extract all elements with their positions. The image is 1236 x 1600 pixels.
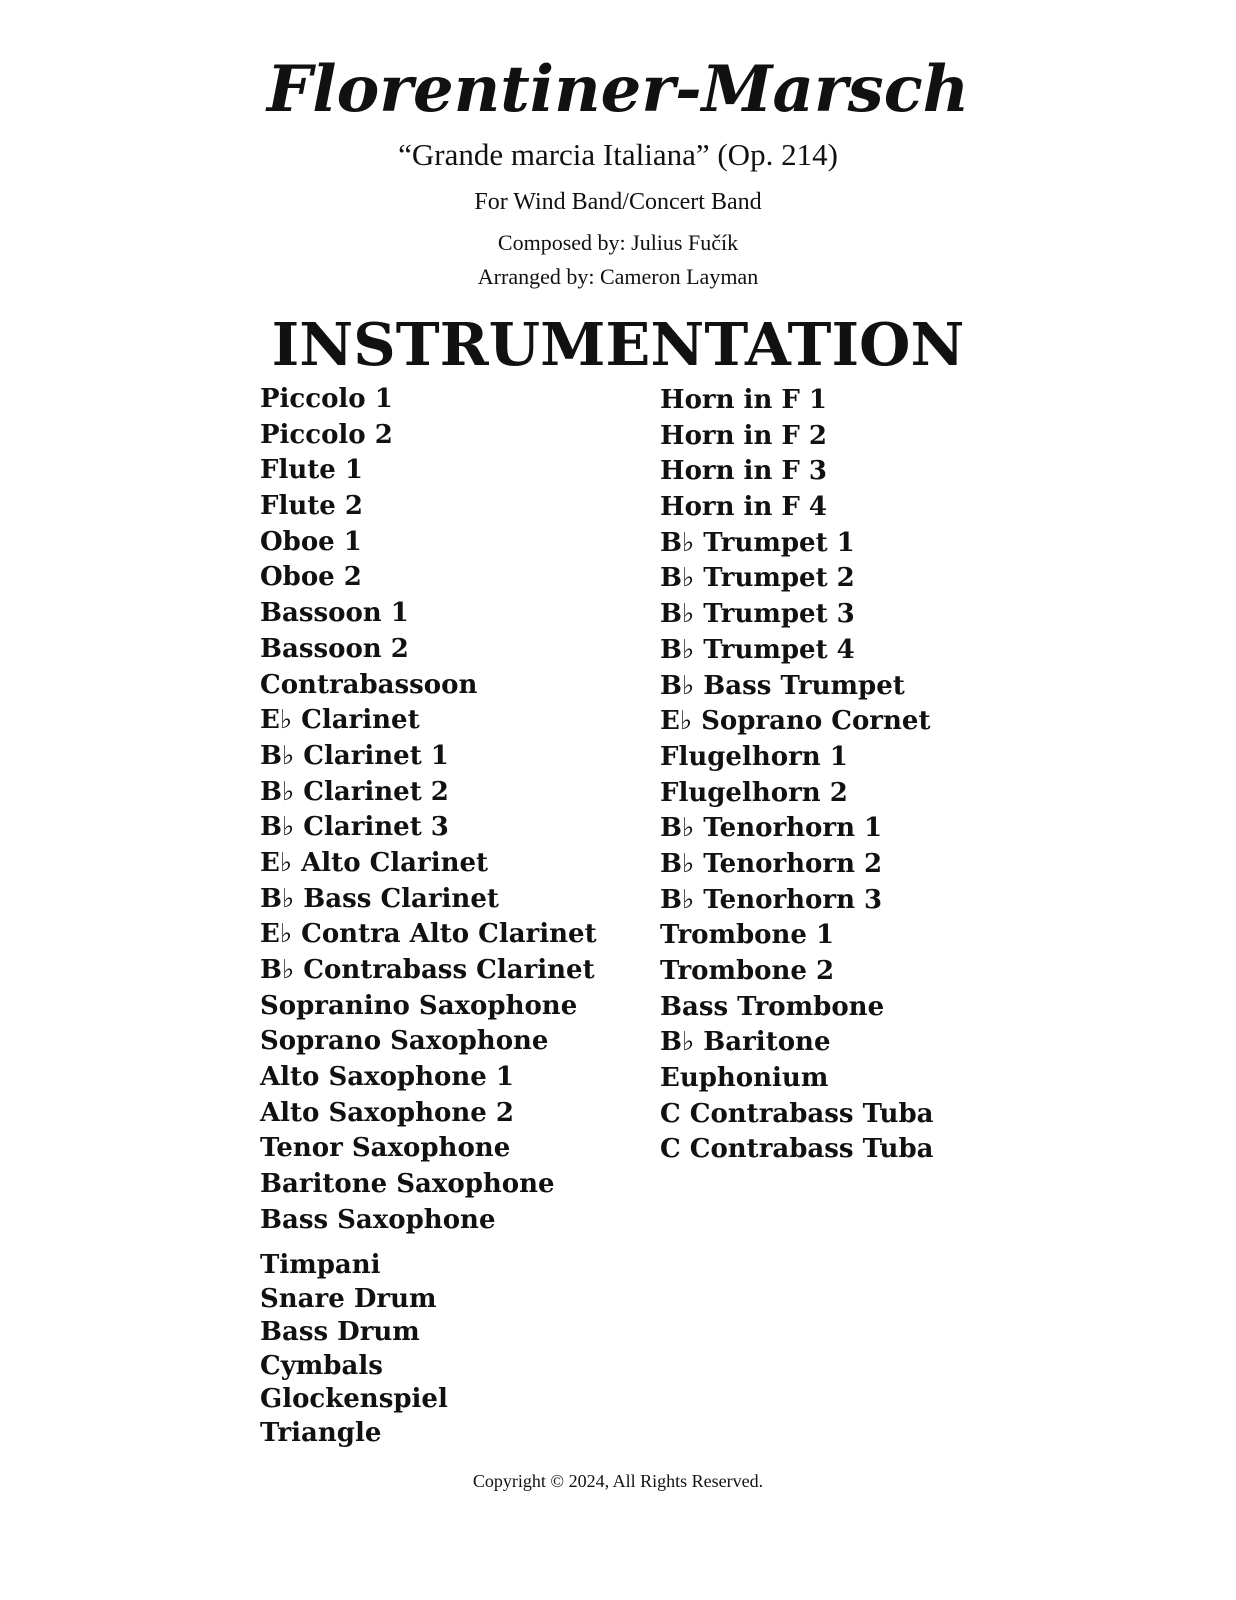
instrument-item: Alto Saxophone 2 bbox=[260, 1097, 514, 1128]
instrument-item: B♭ Tenorhorn 2 bbox=[660, 848, 883, 879]
instrument-item: Horn in F 2 bbox=[660, 420, 827, 451]
instrument-item: C Contrabass Tuba bbox=[660, 1134, 934, 1165]
instrument-item: Bass Drum bbox=[260, 1317, 420, 1348]
ensemble-line: For Wind Band/Concert Band bbox=[474, 189, 762, 215]
instrument-item: Snare Drum bbox=[260, 1283, 437, 1314]
instrument-item: Cymbals bbox=[260, 1350, 383, 1381]
instrument-item: Trombone 1 bbox=[660, 920, 835, 951]
instrument-item: E♭ Alto Clarinet bbox=[260, 847, 489, 878]
instrument-item: E♭ Clarinet bbox=[260, 705, 420, 736]
instrument-item: Flute 2 bbox=[260, 491, 363, 522]
instrument-item: B♭ Tenorhorn 1 bbox=[660, 813, 883, 844]
instrument-list-left bbox=[260, 382, 597, 1239]
instrument-item: B♭ Trumpet 3 bbox=[660, 599, 855, 630]
instrument-item: Bass Trombone bbox=[660, 991, 885, 1022]
instrument-item: E♭ Soprano Cornet bbox=[660, 706, 931, 737]
instrument-item: B♭ Tenorhorn 3 bbox=[660, 884, 883, 915]
instrument-item: B♭ Clarinet 3 bbox=[260, 812, 449, 843]
instrument-item: E♭ Contra Alto Clarinet bbox=[260, 919, 597, 950]
instrument-item: Timpani bbox=[260, 1250, 381, 1280]
instrument-item: Glockenspiel bbox=[260, 1384, 448, 1415]
instrument-item: Bass Saxophone bbox=[260, 1204, 496, 1235]
subtitle: “Grande marcia Italiana” (Op. 214) bbox=[398, 137, 838, 172]
instrument-item: Piccolo 2 bbox=[260, 419, 393, 450]
instrument-item: B♭ Trumpet 2 bbox=[660, 563, 855, 594]
instrument-item: B♭ Clarinet 2 bbox=[260, 776, 449, 807]
instrument-item: Oboe 2 bbox=[260, 562, 362, 593]
instrument-item: Bassoon 1 bbox=[260, 598, 409, 629]
instrument-item: B♭ Bass Clarinet bbox=[260, 883, 499, 914]
instrument-item: Horn in F 1 bbox=[660, 385, 827, 415]
instrument-item: Euphonium bbox=[660, 1063, 829, 1094]
instrument-item: Baritone Saxophone bbox=[260, 1169, 555, 1200]
instrument-item: B♭ Contrabass Clarinet bbox=[260, 955, 595, 985]
instrument-item: Tenor Saxophone bbox=[260, 1133, 511, 1164]
instrument-item: Trombone 2 bbox=[660, 956, 835, 986]
page-title: Florentiner-Marsch bbox=[266, 52, 970, 127]
instrument-item: Bassoon 2 bbox=[260, 633, 409, 664]
instrument-item: C Contrabass Tuba bbox=[660, 1098, 934, 1129]
instrument-item: B♭ Bass Trumpet bbox=[660, 670, 905, 701]
instrument-item: Oboe 1 bbox=[260, 526, 362, 557]
instrument-item: B♭ Baritone bbox=[660, 1027, 831, 1058]
instrument-item: B♭ Trumpet 4 bbox=[660, 634, 855, 665]
instrument-item: Horn in F 4 bbox=[660, 492, 827, 523]
instrument-item: B♭ Trumpet 1 bbox=[660, 527, 855, 558]
composer-credit: Composed by: Julius Fučík bbox=[497, 230, 739, 255]
instrument-item: Alto Saxophone 1 bbox=[260, 1062, 514, 1093]
instrument-item: Horn in F 3 bbox=[660, 456, 827, 487]
percussion-list bbox=[260, 1249, 448, 1451]
instrument-item: Soprano Saxophone bbox=[260, 1026, 549, 1057]
instrument-item: Triangle bbox=[260, 1417, 382, 1448]
instrument-item: Contrabassoon bbox=[260, 669, 478, 700]
instrument-item: Sopranino Saxophone bbox=[260, 990, 578, 1021]
arranger-credit: Arranged by: Cameron Layman bbox=[477, 264, 759, 289]
instrument-item: B♭ Clarinet 1 bbox=[260, 740, 449, 771]
instrument-list-right bbox=[660, 383, 933, 1168]
section-heading: INSTRUMENTATION bbox=[271, 310, 965, 379]
instrument-item: Flugelhorn 2 bbox=[660, 777, 848, 808]
instrument-item: Flugelhorn 1 bbox=[660, 741, 848, 772]
copyright-notice: Copyright © 2024, All Rights Reserved. bbox=[472, 1471, 764, 1491]
instrument-item: Flute 1 bbox=[260, 455, 363, 486]
instrument-item: Piccolo 1 bbox=[260, 384, 393, 414]
